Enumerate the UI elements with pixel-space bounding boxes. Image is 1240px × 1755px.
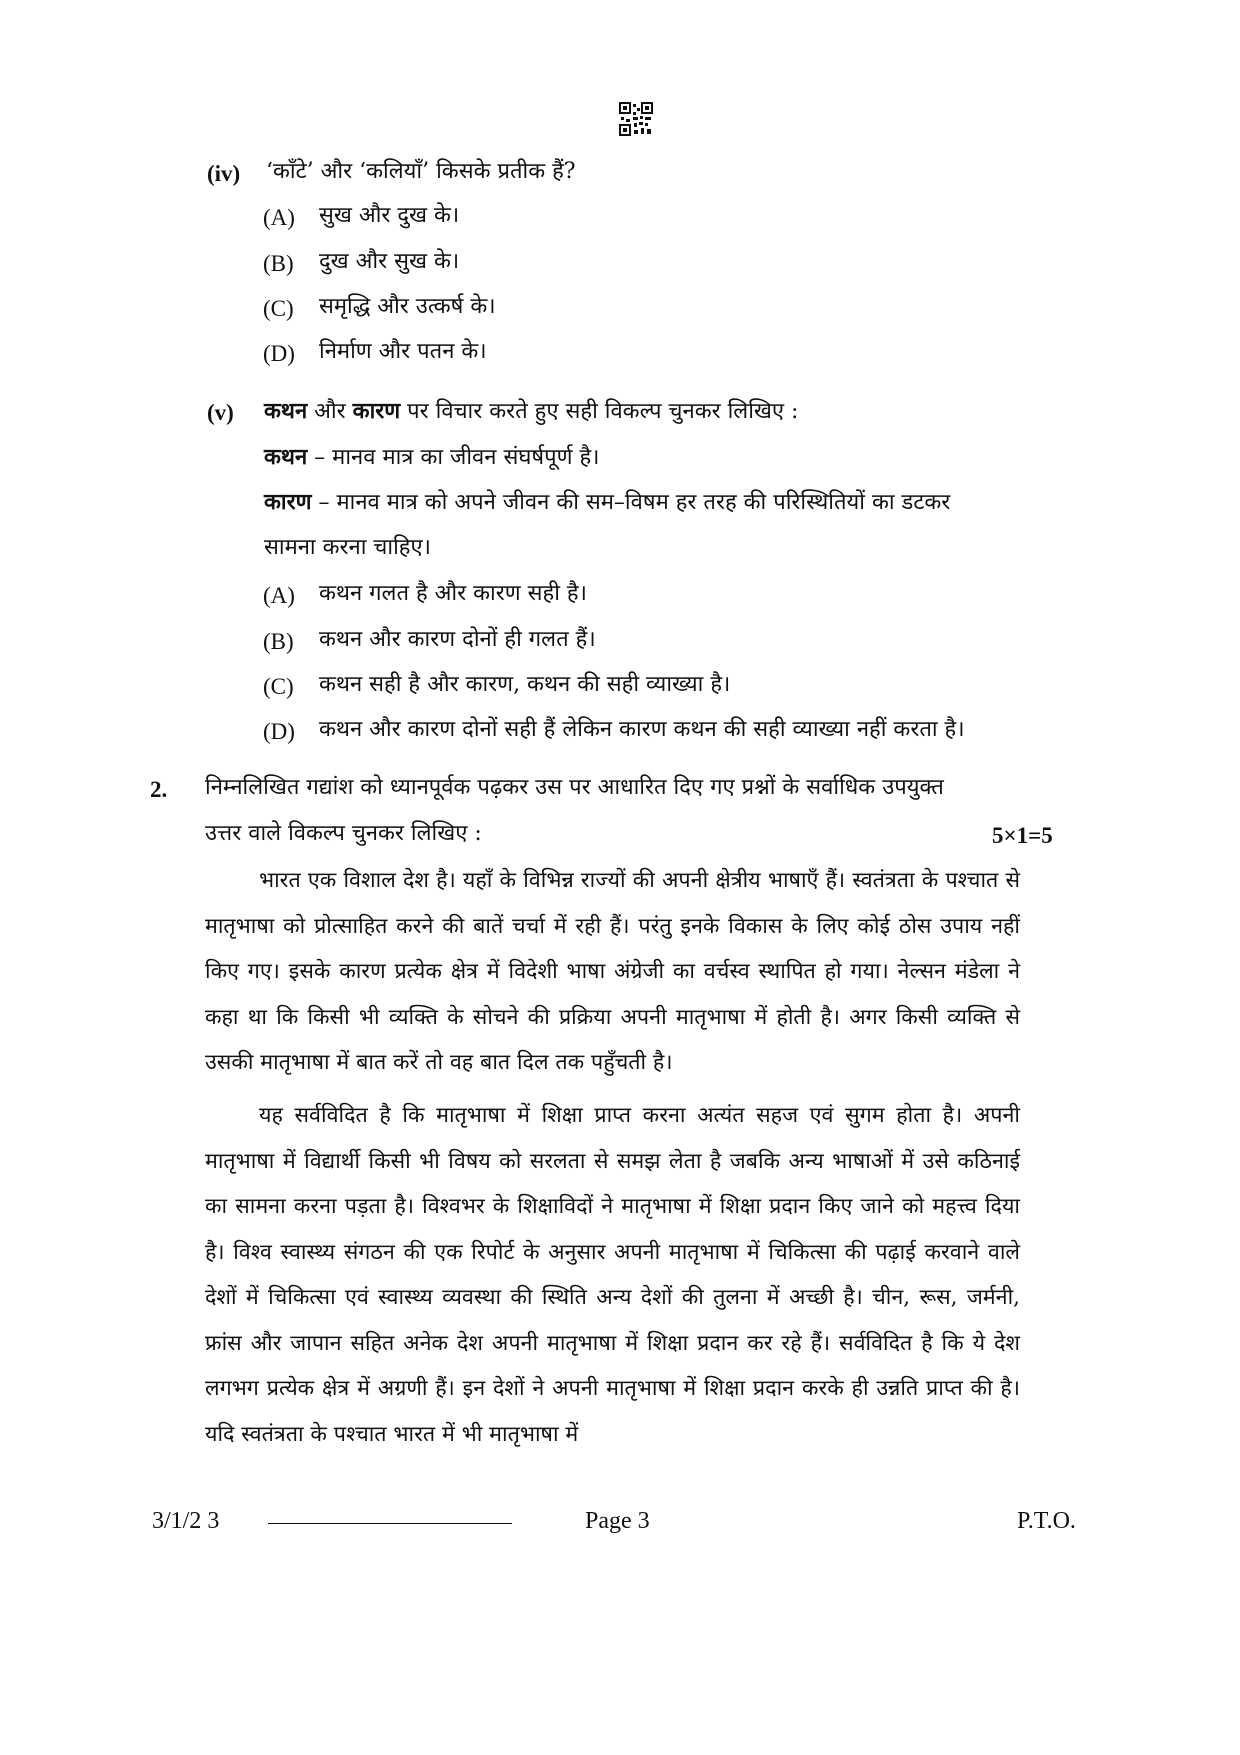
option-text: कथन सही है और कारण, कथन की सही व्याख्या है।	[319, 672, 731, 697]
karan-label: कारण	[264, 489, 312, 515]
option-text: निर्माण और पतन के।	[319, 339, 487, 364]
kathan-term: कथन	[264, 398, 308, 424]
question-number: (iv)	[207, 161, 241, 186]
option-label: (D)	[263, 719, 295, 744]
qr-code-icon	[619, 102, 653, 136]
passage-paragraph-2: यह सर्वविदित है कि मातृभाषा में शिक्षा प्राप्त करना अत्यंत सहज एवं सुगम होता है। अपनी मातृभाषा में विद्यार्थी किसी भी विषय को सरलता से समझ लेता है जबकि अन्य भाषाओं में उसे कठिनाई का सामना करना पड़ता है। विश्वभर के शिक्षाविदों ने मातृभाषा में शिक्षा प्रदान किए जाने को महत्त्व दिया है। विश्व स्वास्थ्य संगठन की एक रिपोर्ट के अनुसार अपनी मातृभाषा में चिकित्सा की पढ़ाई करवाने वाले देशों में चिकित्सा एवं स्वास्थ्य व्यवस्था की स्थिति अन्य देशों की तुलना में अच्छी है। चीन, रूस, जर्मनी, फ्रांस और जापान सहित अनेक देश अपनी मातृभाषा में शिक्षा प्रदान कर रहे हैं। सर्वविदित है कि ये देश लगभग प्रत्येक क्षेत्र में अग्रणी हैं। इन देशों ने अपनी मातृभाषा में शिक्षा प्रदान करके ही उन्नति प्राप्त की है। यदि स्वतंत्रता के पश्चात भारत में भी मातृभाषा में	[205, 1103, 1020, 1447]
kathan-statement	[264, 443, 600, 472]
option-text: सुख और दुख के।	[319, 203, 460, 228]
option-label: (D)	[263, 341, 295, 366]
passage-paragraph-1: भारत एक विशाल देश है। यहाँ के विभिन्न राज्यों की अपनी क्षेत्रीय भाषाएँ हैं। स्वतंत्रता के पश्चात से मातृभाषा को प्रोत्साहित करने की बातें चर्चा में रही हैं। परंतु इनके विकास के लिए कोई ठोस उपाय नहीं किए गए। इसके कारण प्रत्येक क्षेत्र में विदेशी भाषा अंग्रेजी का वर्चस्व स्थापित हो गया। नेल्सन मंडेला ने कहा था कि किसी भी व्यक्ति के सोचने की प्रक्रिया अपनी मातृभाषा में होती है। अगर किसी व्यक्ति से उसकी मातृभाषा में बात करें तो वह बात दिल तक पहुँचती है।	[205, 868, 1020, 1075]
question-instruction: उत्तर वाले विकल्प चुनकर लिखिए :	[205, 821, 482, 846]
page-number: Page 3	[585, 1508, 650, 1534]
paper-code: 3/1/2 3	[152, 1508, 220, 1534]
option-text: समृद्धि और उत्कर्ष के।	[319, 294, 496, 319]
option-text: कथन और कारण दोनों सही हैं लेकिन कारण कथन की सही व्याख्या नहीं करता है।	[319, 717, 965, 742]
option-label: (B)	[263, 251, 294, 276]
option-label: (A)	[263, 205, 295, 230]
karan-statement	[264, 488, 950, 517]
question-number: 2.	[150, 777, 168, 802]
option-label: (C)	[263, 296, 294, 321]
kathan-text: – मानव मात्र का जीवन संघर्षपूर्ण है।	[307, 445, 600, 470]
kathan-label: कथन	[264, 444, 308, 470]
please-turn-over: P.T.O.	[1017, 1508, 1076, 1534]
marks-allocation: 5×1=5	[992, 823, 1053, 848]
question-text-part: और	[307, 399, 353, 424]
question-text	[264, 397, 798, 426]
option-text: कथन गलत है और कारण सही है।	[319, 581, 587, 606]
question-text: ‘काँटे’ और ‘कलियाँ’ किसके प्रतीक हैं?	[266, 159, 576, 184]
karan-text-continued: सामना करना चाहिए।	[264, 535, 431, 560]
karan-term: कारण	[352, 398, 401, 424]
option-label: (A)	[263, 583, 295, 608]
karan-text: – मानव मात्र को अपने जीवन की सम–विषम हर तरह की परिस्थितियों का डटकर	[311, 490, 951, 515]
footer-divider	[268, 1523, 512, 1524]
option-label: (B)	[263, 629, 294, 654]
option-label: (C)	[263, 674, 294, 699]
option-text: दुख और सुख के।	[319, 249, 460, 274]
question-number: (v)	[207, 400, 234, 425]
option-text: कथन और कारण दोनों ही गलत हैं।	[319, 627, 596, 652]
question-instruction: निम्नलिखित गद्यांश को ध्यानपूर्वक पढ़कर उस पर आधारित दिए गए प्रश्नों के सर्वाधिक उपयुक्त	[205, 775, 944, 800]
question-text-part: पर विचार करते हुए सही विकल्प चुनकर लिखिए :	[400, 399, 799, 424]
